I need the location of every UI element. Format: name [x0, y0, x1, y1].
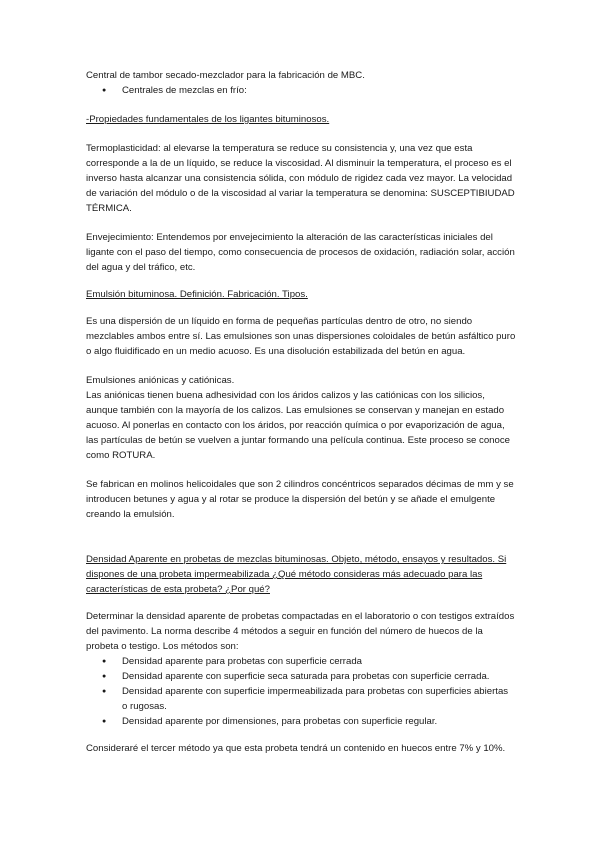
- paragraph-termoplasticidad: Termoplasticidad: al elevarse la temperatura se reduce su consistencia y, una vez que esta corresponde a la de un líquido, se reduce la viscosidad. Al disminuir la temperatura, el proceso es el inverso hasta alcanzar una consistencia sólida, con módulo de rigidez cada vez mayor. La velocidad de variación del módulo o de la viscosidad al variar la temperatura se denomina: SUSCEPTIBIUDAD TÉRMICA.: [86, 143, 515, 214]
- intro-bullet-item: ● Centrales de mezclas en frío:: [86, 83, 516, 98]
- metodo-item: ● Densidad aparente para probetas con superficie cerrada: [86, 654, 516, 669]
- metodo-item: ● Densidad aparente con superficie seca saturada para probetas con superficie cerrada.: [86, 669, 516, 684]
- metodos-list: [86, 654, 516, 729]
- emulsion-tipos-title: Emulsiones aniónicas y catiónicas.: [86, 375, 235, 386]
- heading-densidad: Densidad Aparente en probetas de mezclas bituminosas. Objeto, método, ensayos y resultados. Si dispones de una probeta impermeabilizada ¿Qué método consideras más adecuado para las características de esta probeta? ¿Por qué?: [86, 554, 507, 595]
- intro-line: Central de tambor secado-mezclador para la fabricación de MBC.: [86, 70, 365, 81]
- paragraph-emulsion-tipos: Las aniónicas tienen buena adhesividad con los áridos calizos y las catiónicas con los silicios, aunque también con la mayoría de los calizos. Las emulsiones se conservan y manejan en estado acuoso. Al ponerlas en contacto con los áridos, por reacción química o por evaporización de agua, las partículas de betún se vuelven a juntar formando una película continua. Este proceso se conoce como ROTURA.: [86, 390, 510, 461]
- metodo-item: ● Densidad aparente con superficie impermeabilizada para probetas con superficies abiertas o rugosas.: [86, 684, 516, 714]
- paragraph-envejecimiento: Envejecimiento: Entendemos por envejecimiento la alteración de las características iniciales del ligante con el paso del tiempo, como consecuencia de procesos de oxidación, radiación solar, acción del agua y del tráfico, etc.: [86, 232, 515, 273]
- paragraph-densidad-intro: Determinar la densidad aparente de probetas compactadas en el laboratorio o con testigos extraídos del pavimento. La norma describe 4 métodos a seguir en función del número de huecos de la probeta o testigo. Los métodos son:: [86, 611, 515, 652]
- intro-bullet-list: [86, 83, 516, 98]
- heading-emulsion: Emulsión bituminosa. Definición. Fabricación. Tipos.: [86, 289, 308, 300]
- metodo-item: ● Densidad aparente por dimensiones, para probetas con superficie regular.: [86, 714, 516, 729]
- document-page: [86, 68, 516, 756]
- heading-ligantes: -Propiedades fundamentales de los ligantes bituminosos.: [86, 114, 330, 125]
- paragraph-fabricacion: Se fabrican en molinos helicoidales que son 2 cilindros concéntricos separados décimas de mm y se introducen betunes y agua y al rotar se produce la dispersión del betún y se añade el emulgente creando la emulsión.: [86, 479, 514, 520]
- paragraph-emulsion-definicion: Es una dispersión de un líquido en forma de pequeñas partículas dentro de otro, no siendo mezclables ambos entre sí. Las emulsiones son unas dispersiones coloidales de betún asfáltico puro o algo fluidificado en un medio acuoso. Es una disolución estabilizada del betún en agua.: [86, 316, 516, 357]
- paragraph-conclusion: Consideraré el tercer método ya que esta probeta tendrá un contenido en huecos entre 7% y 10%.: [86, 743, 506, 754]
